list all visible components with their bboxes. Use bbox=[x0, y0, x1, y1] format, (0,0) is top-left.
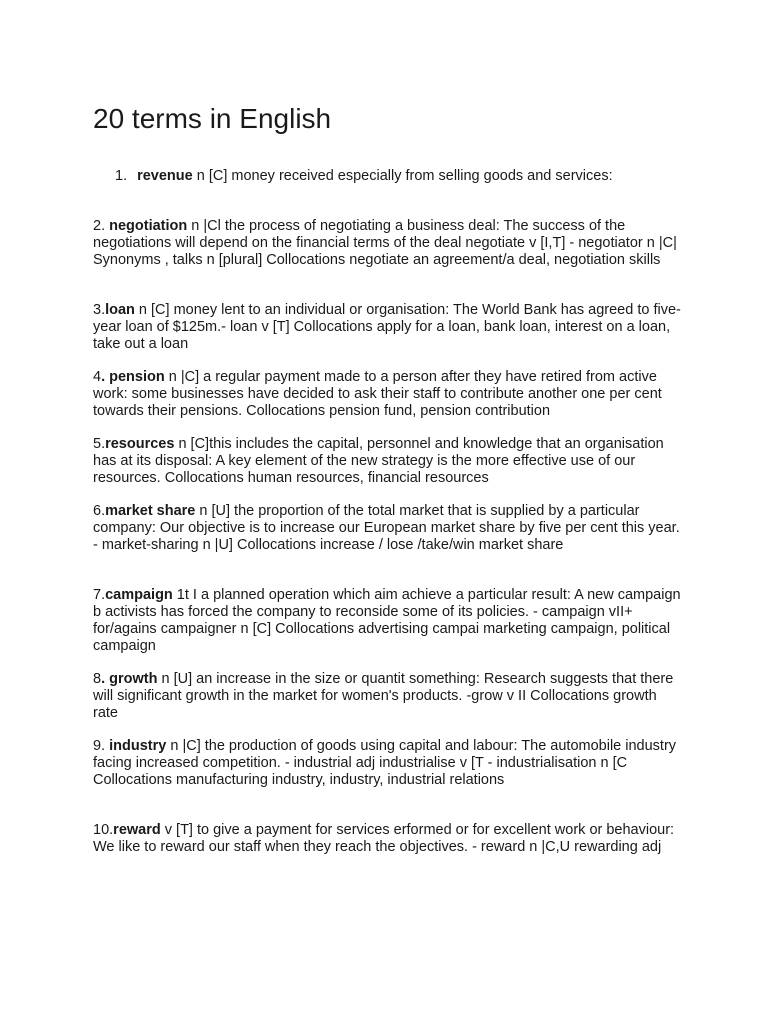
term-entry-negotiation bbox=[93, 218, 683, 269]
term-word: reward bbox=[113, 822, 161, 838]
term-word: industry bbox=[109, 738, 167, 754]
term-word: loan bbox=[105, 302, 135, 318]
term-definition: n |C] the production of goods using capital and labour: The automobile industry facing increased competition. - industrial adj industrialise v [T - industrialisation n [C Collocations manufacturing industry, industry, industrial relations bbox=[93, 738, 677, 788]
term-word: resources bbox=[105, 436, 175, 452]
term-number: 9. bbox=[93, 738, 110, 754]
term-definition: n [C] money received especially from selling goods and services: bbox=[192, 168, 613, 184]
term-number: 7. bbox=[93, 587, 106, 603]
term-word: campaign bbox=[105, 587, 173, 603]
term-number: 10. bbox=[93, 822, 114, 838]
term-entry-reward bbox=[93, 822, 683, 856]
term-word: . growth bbox=[101, 671, 158, 687]
term-number: 4 bbox=[93, 369, 102, 385]
term-definition: v [T] to give a payment for services erformed or for excellent work or behaviour: We like to reward our staff when they reach the objectives. - reward n |C,U rewarding adj bbox=[93, 822, 675, 855]
term-entry-resources bbox=[93, 436, 683, 487]
term-number: 8 bbox=[93, 671, 102, 687]
term-entry-pension bbox=[93, 369, 683, 420]
term-number: 2. bbox=[93, 218, 110, 234]
term-number: 1. bbox=[115, 168, 128, 184]
term-number: 5. bbox=[93, 436, 106, 452]
term-definition: n |C] a regular payment made to a person after they have retired from active work: some businesses have decided to ask their staff to contribute another one per cent towards their pensions. Collocations pension fund, pension contribution bbox=[93, 369, 662, 419]
term-number: 6. bbox=[93, 503, 106, 519]
term-word: negotiation bbox=[109, 218, 188, 234]
term-entry-growth bbox=[93, 671, 683, 722]
term-number: 3. bbox=[93, 302, 106, 318]
term-definition: n [U] the proportion of the total market that is supplied by a particular company: Our objective is to increase our European market share by five per cent this year. - market-sharing n |U] Collocations increase / lose /take/win market share bbox=[93, 503, 680, 553]
term-word: revenue bbox=[137, 168, 193, 184]
term-definition: n [C]this includes the capital, personnel and knowledge that an organisation has at its disposal: A key element of the new strategy is the more effective use of our resources. Collocations human resources, financial resources bbox=[93, 436, 664, 486]
document-title: 20 terms in English bbox=[93, 103, 332, 134]
term-word: . pension bbox=[101, 369, 165, 385]
term-entry-campaign bbox=[93, 587, 683, 655]
term-entry-market-share bbox=[93, 503, 683, 554]
term-definition: n [C] money lent to an individual or organisation: The World Bank has agreed to five-year loan of $125m.- loan v [T] Collocations apply for a loan, bank loan, interest on a loan, take out a loan bbox=[93, 302, 681, 352]
term-entry-industry bbox=[93, 738, 683, 789]
term-entry-revenue bbox=[115, 168, 675, 185]
term-entry-loan bbox=[93, 302, 683, 353]
term-word: market share bbox=[105, 503, 196, 519]
term-definition: n |Cl the process of negotiating a business deal: The success of the negotiations will depend on the financial terms of the deal negotiate v [I,T] - negotiator n |C| Synonyms , talks n [plural] Collocations negotiate an agreement/a deal, negotiation skills bbox=[93, 218, 677, 268]
term-definition: 1t I a planned operation which aim achieve a particular result: A new campaign b activists has forced the company to reconside some of its policies. - campaign vII+ for/agains campaigner n [C] Collocations advertising campai marketing campaign, political campaign bbox=[93, 587, 681, 654]
term-definition: n [U] an increase in the size or quantit something: Research suggests that there will significant growth in the market for women's products. -grow v II Collocations growth rate bbox=[93, 671, 674, 721]
